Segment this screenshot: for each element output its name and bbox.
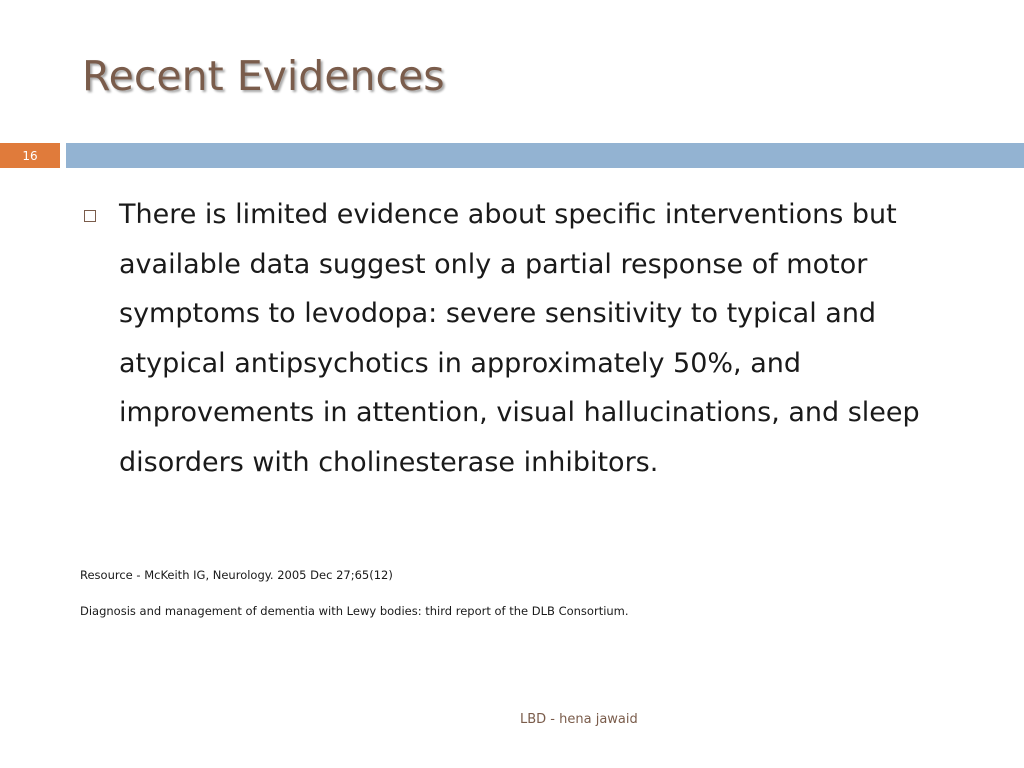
accent-bar — [66, 143, 1024, 168]
article-citation: Diagnosis and management of dementia with Lewy bodies: third report of the DLB Consortium. — [80, 604, 629, 618]
bullet-text: There is limited evidence about specific interventions but available data suggest only a partial response of motor symptoms to levodopa: severe sensitivity to typical and atypical antipsychotics in approximately 50%, and improvements in attention, visual hallucinations, and sleep disorders with cholinesterase inhibitors. — [119, 199, 920, 478]
bullet-item — [82, 190, 987, 487]
square-bullet-icon — [84, 210, 96, 222]
resource-citation: Resource - McKeith IG, Neurology. 2005 Dec 27;65(12) — [80, 568, 393, 582]
footer-text: LBD - hena jawaid — [520, 712, 638, 727]
slide-number: 16 — [0, 143, 60, 168]
bullet-list — [82, 190, 987, 487]
slide-title: Recent Evidences — [82, 52, 445, 100]
